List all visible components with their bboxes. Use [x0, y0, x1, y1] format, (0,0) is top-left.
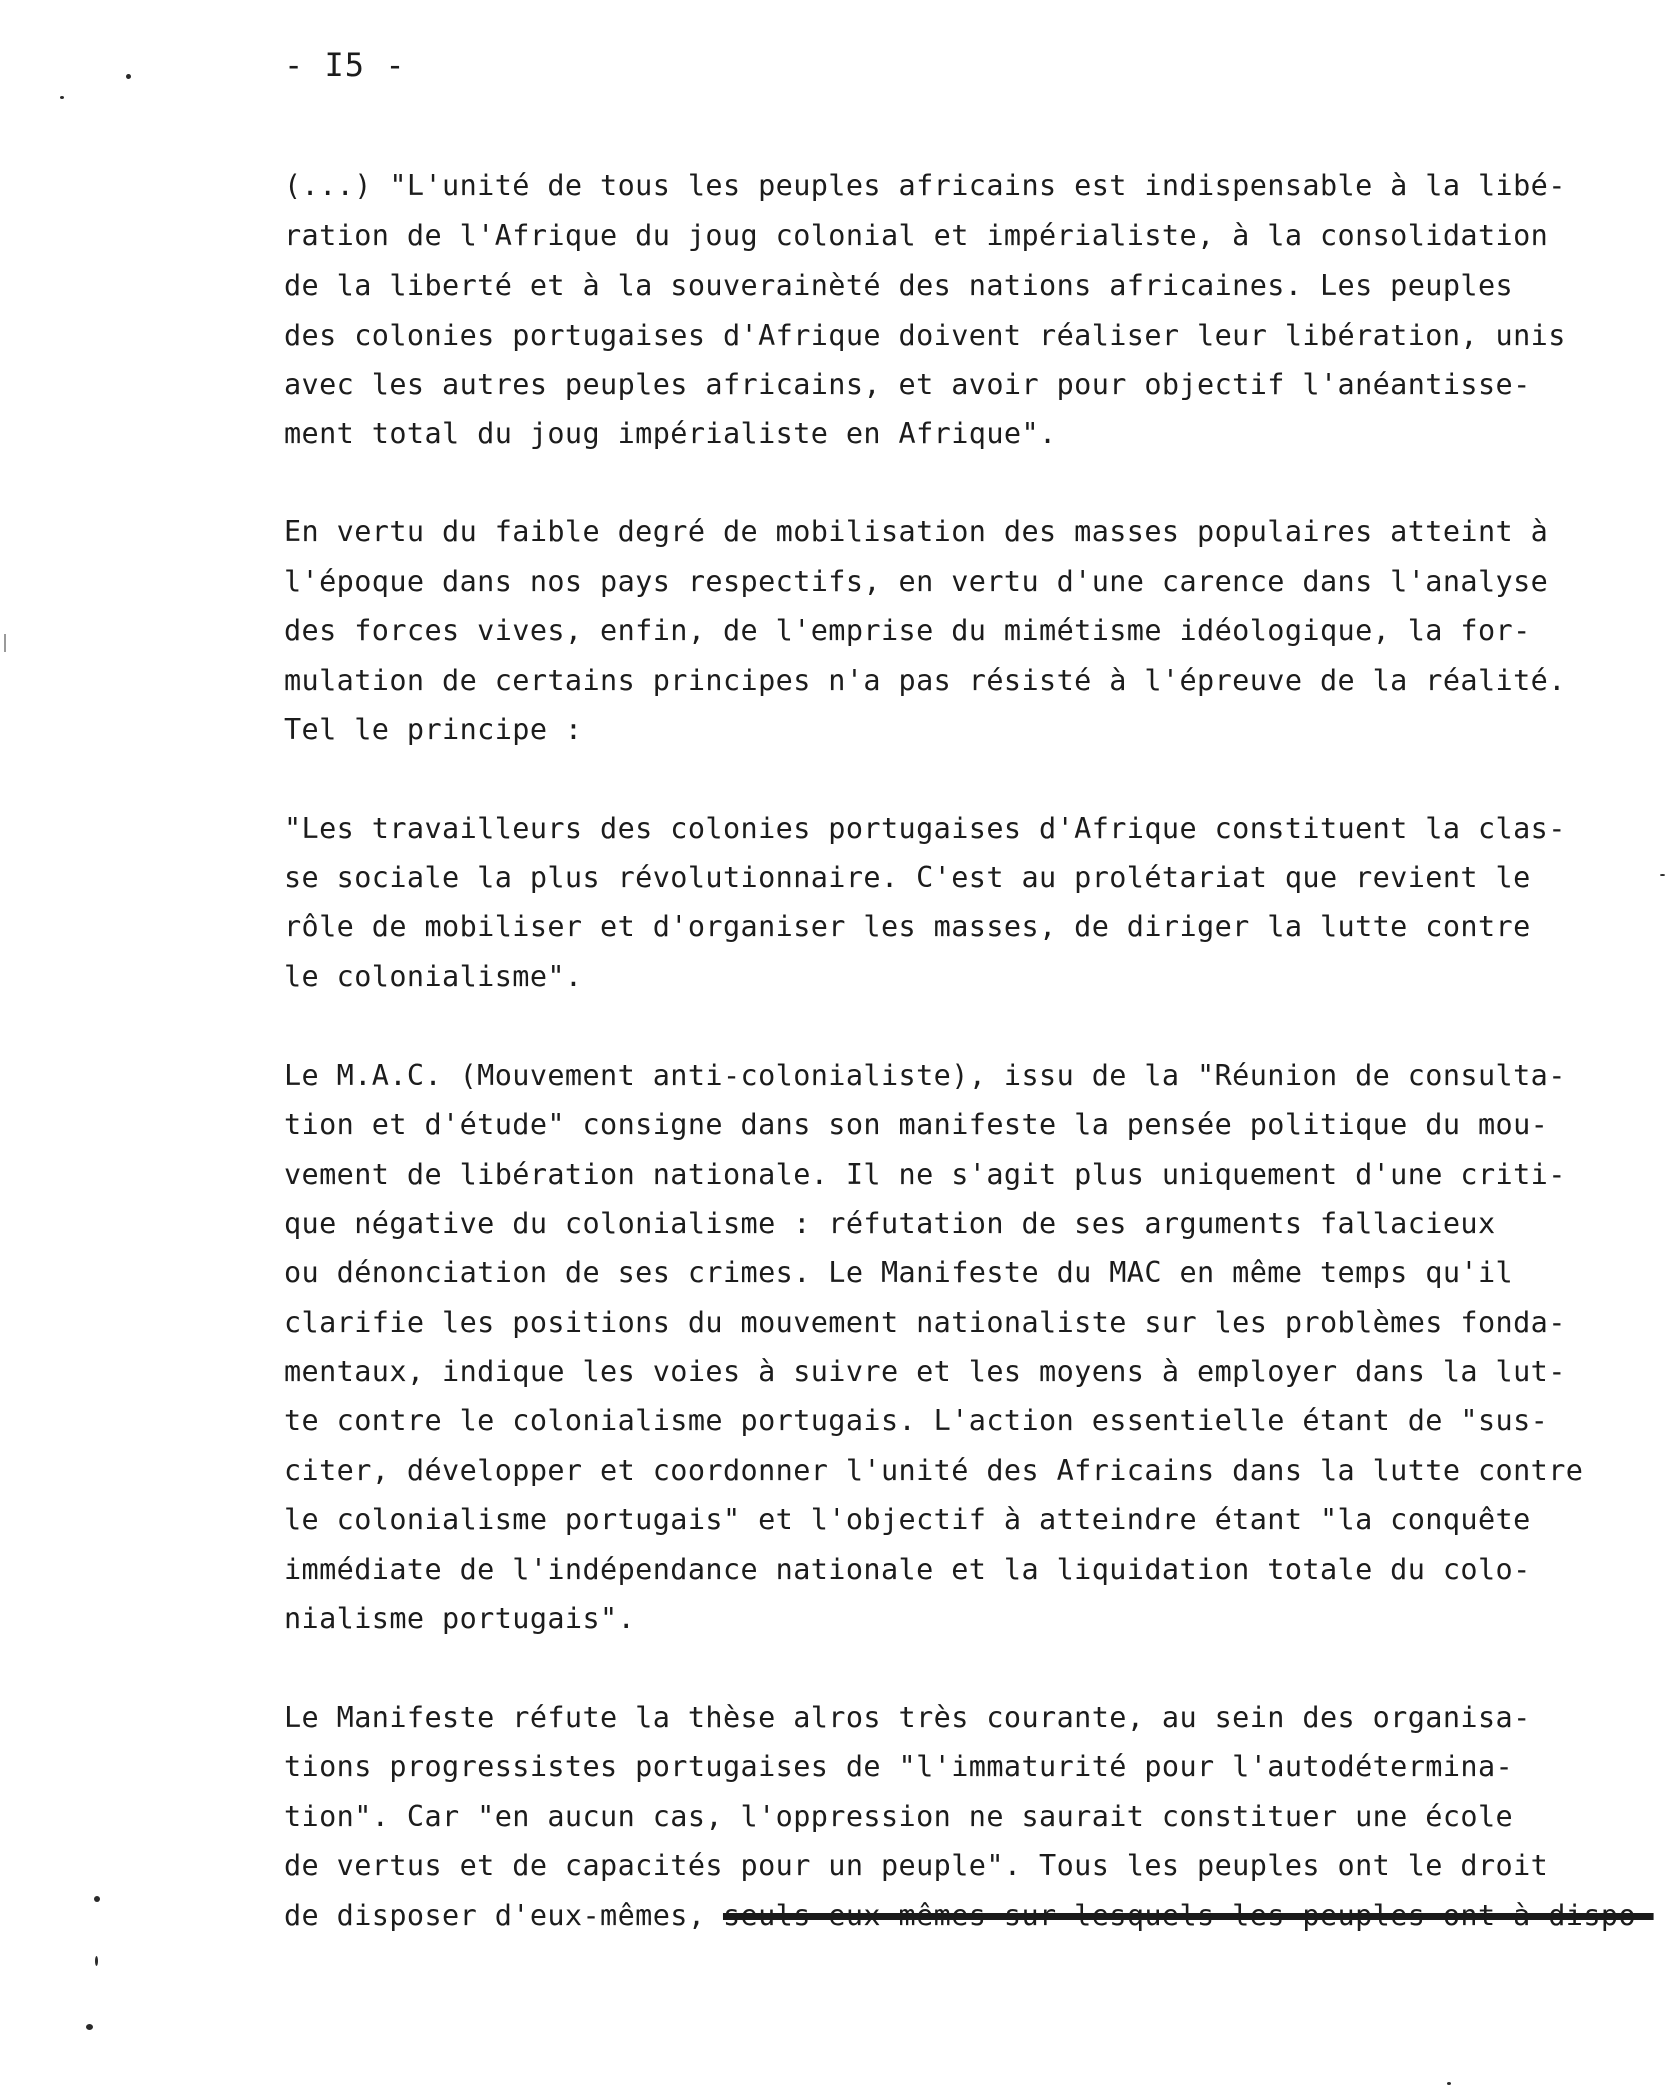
struck-out-text: seuls eux-mêmes sur lesquels les peuples ont à dispo-: [722, 1899, 1654, 1932]
scan-speck: [1447, 2082, 1451, 2085]
last-text-line: [284, 1899, 1654, 1932]
text-line: te contre le colonialisme portugais. L'action essentielle étant de "sus-: [284, 1404, 1549, 1437]
scan-speck: [1660, 874, 1665, 876]
text-line: ment total du joug impérialiste en Afrique".: [284, 417, 1057, 450]
text-line: de vertus et de capacités pour un peuple". Tous les peuples ont le droit: [284, 1849, 1549, 1882]
text-line: En vertu du faible degré de mobilisation des masses populaires atteint à: [284, 515, 1549, 548]
text-line: rôle de mobiliser et d'organiser les masses, de diriger la lutte contre: [284, 910, 1531, 943]
text-line: ou dénonciation de ses crimes. Le Manifeste du MAC en même temps qu'il: [284, 1256, 1514, 1289]
scan-edge-mark: [4, 634, 6, 652]
text-line: "Les travailleurs des colonies portugaises d'Afrique constituent la clas-: [284, 812, 1566, 845]
text-line: se sociale la plus révolutionnaire. C'est au prolétariat que revient le: [284, 861, 1531, 894]
text-line: immédiate de l'indépendance nationale et la liquidation totale du colo-: [284, 1553, 1531, 1586]
text-line-visible: de disposer d'eux-mêmes,: [284, 1899, 723, 1932]
scan-speck: [60, 96, 64, 99]
scan-speck: [86, 2024, 93, 2030]
text-line: clarifie les positions du mouvement nationaliste sur les problèmes fonda-: [284, 1306, 1566, 1339]
text-line: le colonialisme".: [284, 960, 583, 993]
text-line: de la liberté et à la souverainèté des nations africaines. Les peuples: [284, 269, 1514, 302]
text-line: vement de libération nationale. Il ne s'agit plus uniquement d'une criti-: [284, 1158, 1566, 1191]
page-number: - I5 -: [284, 46, 406, 84]
text-line: tion et d'étude" consigne dans son manifeste la pensée politique du mou-: [284, 1108, 1549, 1141]
text-line: l'époque dans nos pays respectifs, en vertu d'une carence dans l'analyse: [284, 565, 1549, 598]
text-line: le colonialisme portugais" et l'objectif à atteindre étant "la conquête: [284, 1503, 1531, 1536]
text-line: que négative du colonialisme : réfutation de ses arguments fallacieux: [284, 1207, 1496, 1240]
text-line: tion". Car "en aucun cas, l'oppression ne saurait constituer une école: [284, 1800, 1514, 1833]
text-line: nialisme portugais".: [284, 1602, 636, 1635]
scan-speck: [95, 1956, 98, 1966]
text-line: citer, développer et coordonner l'unité des Africains dans la lutte contre: [284, 1454, 1584, 1487]
text-line: Tel le principe :: [284, 713, 583, 746]
text-line: mulation de certains principes n'a pas résisté à l'épreuve de la réalité.: [284, 664, 1566, 697]
scan-speck: [94, 1896, 100, 1902]
text-line: Le M.A.C. (Mouvement anti-colonialiste), issu de la "Réunion de consulta-: [284, 1059, 1566, 1092]
text-line: des colonies portugaises d'Afrique doivent réaliser leur libération, unis: [284, 319, 1566, 352]
text-line: des forces vives, enfin, de l'emprise du mimétisme idéologique, la for-: [284, 614, 1531, 647]
text-line: mentaux, indique les voies à suivre et les moyens à employer dans la lut-: [284, 1355, 1566, 1388]
text-line: avec les autres peuples africains, et avoir pour objectif l'anéantisse-: [284, 368, 1531, 401]
text-line: tions progressistes portugaises de "l'immaturité pour l'autodétermina-: [284, 1750, 1514, 1783]
text-line: ration de l'Afrique du joug colonial et impérialiste, à la consolidation: [284, 219, 1549, 252]
text-line: (...) "L'unité de tous les peuples africains est indispensable à la libé-: [284, 169, 1566, 202]
scan-speck: [126, 74, 131, 79]
text-line: Le Manifeste réfute la thèse alros très courante, au sein des organisa-: [284, 1701, 1531, 1734]
